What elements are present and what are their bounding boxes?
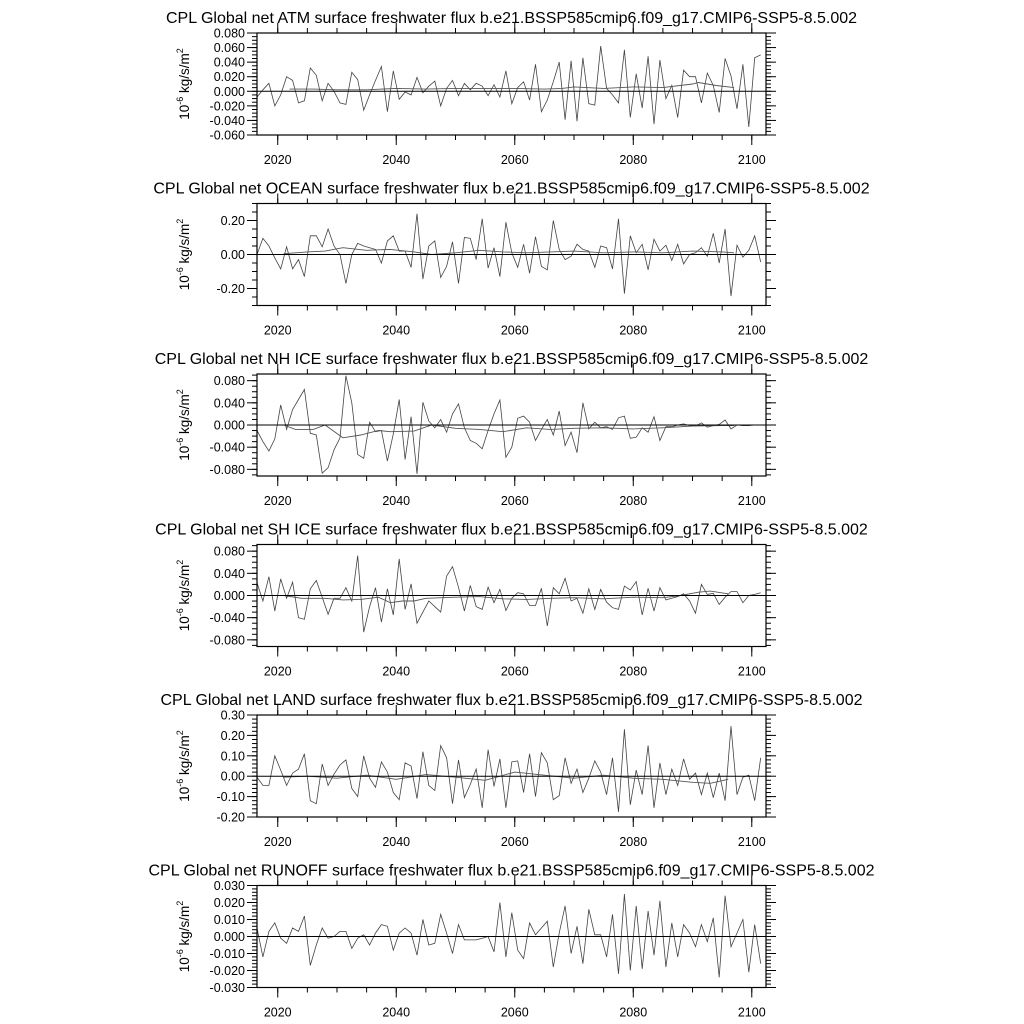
x-tick-label: 2100 <box>737 153 766 167</box>
panel-title: CPL Global net SH ICE surface freshwater flux b.e21.BSSP585cmip6.f09_g17.CMIP6-SSP5-8.5.002 <box>155 521 868 539</box>
x-tick-label: 2020 <box>263 323 292 338</box>
y-tick-label: 0.010 <box>213 913 245 927</box>
x-tick-label: 2060 <box>500 323 529 338</box>
y-label-base: 10 <box>177 104 192 120</box>
x-tick-label: 2060 <box>500 835 529 849</box>
y-axis-label <box>175 48 192 120</box>
y-tick-label: 0.040 <box>213 396 245 411</box>
y-label-base: 10 <box>177 957 192 973</box>
x-tick-label: 2020 <box>263 1005 292 1020</box>
x-tick-label: 2040 <box>382 323 411 338</box>
y-label-base: 10 <box>177 616 192 632</box>
series-line-annual <box>257 726 761 812</box>
x-tick-label: 2040 <box>382 1005 411 1020</box>
panel-title: CPL Global net NH ICE surface freshwater flux b.e21.BSSP585cmip6.f09_g17.CMIP6-SSP5-8.5.002 <box>154 351 869 368</box>
y-axis-label <box>175 730 192 802</box>
y-tick-label: -0.080 <box>209 462 245 477</box>
y-tick-label: 0.000 <box>213 930 245 944</box>
panel-6 <box>149 863 875 1020</box>
y-tick-label: -0.080 <box>209 633 245 648</box>
y-label-unit: kg/s/m <box>177 394 192 438</box>
y-tick-label: -0.20 <box>216 282 245 296</box>
y-tick-label: 0.000 <box>213 84 245 99</box>
x-tick-label: 2100 <box>737 494 766 508</box>
x-tick-label: 2080 <box>619 494 648 508</box>
panel-5 <box>160 692 862 849</box>
series-line-smoothed <box>284 248 734 255</box>
y-tick-label: 0.080 <box>213 374 245 389</box>
y-label-unit: kg/s/m <box>177 735 192 779</box>
x-tick-label: 2040 <box>382 153 411 167</box>
y-label-base: 10 <box>177 275 192 291</box>
y-tick-label: 0.000 <box>213 589 245 603</box>
y-tick-label: 0.020 <box>213 896 245 910</box>
y-label-base: 10 <box>177 786 192 802</box>
y-label-exponent: -6 <box>175 608 185 617</box>
x-tick-label: 2040 <box>382 664 411 679</box>
y-tick-label: -0.020 <box>209 964 245 978</box>
y-tick-label: 0.00 <box>220 769 245 784</box>
panel-1 <box>166 10 857 167</box>
x-tick-label: 2060 <box>500 664 529 679</box>
y-label-unit-exponent: 2 <box>175 218 185 224</box>
y-label-exponent: -6 <box>175 267 185 276</box>
x-tick-label: 2100 <box>737 664 766 679</box>
series-line-annual <box>257 556 761 633</box>
series-line-annual <box>257 46 761 127</box>
y-tick-label: 0.020 <box>213 70 245 85</box>
y-label-unit-exponent: 2 <box>175 559 185 565</box>
y-label-unit: kg/s/m <box>177 223 192 268</box>
y-tick-label: 0.080 <box>213 26 245 41</box>
x-tick-label: 2100 <box>737 835 766 849</box>
y-tick-label: 0.20 <box>220 728 245 743</box>
y-axis-label <box>175 901 192 973</box>
y-label-exponent: -6 <box>175 96 185 105</box>
x-tick-label: 2080 <box>619 323 648 338</box>
series-line-annual <box>257 894 761 977</box>
y-tick-label: -0.030 <box>209 981 245 995</box>
x-tick-label: 2060 <box>500 153 529 167</box>
y-label-unit: kg/s/m <box>177 53 192 97</box>
y-tick-label: 0.00 <box>220 248 245 262</box>
y-axis-label <box>175 219 192 291</box>
y-label-base: 10 <box>177 445 192 461</box>
y-label-exponent: -6 <box>175 437 185 446</box>
y-label-unit-exponent: 2 <box>175 730 185 736</box>
x-tick-label: 2060 <box>500 494 529 508</box>
y-tick-label: 0.000 <box>213 418 245 433</box>
y-label-unit-exponent: 2 <box>175 48 185 54</box>
y-axis-label <box>175 389 192 461</box>
y-tick-label: 0.060 <box>213 41 245 56</box>
x-tick-label: 2020 <box>263 494 292 508</box>
y-tick-label: 0.040 <box>213 55 245 70</box>
panel-title: CPL Global net OCEAN surface freshwater flux b.e21.BSSP585cmip6.f09_g17.CMIP6-SSP5-8.5.002 <box>153 180 870 198</box>
x-tick-label: 2060 <box>500 1005 529 1020</box>
x-tick-label: 2080 <box>619 1005 648 1020</box>
y-tick-label: 0.10 <box>220 749 245 764</box>
panel-title: CPL Global net ATM surface freshwater flux b.e21.BSSP585cmip6.f09_g17.CMIP6-SSP5-8.5.002 <box>165 10 858 27</box>
x-tick-label: 2040 <box>382 494 411 508</box>
x-tick-label: 2080 <box>619 835 648 849</box>
x-tick-label: 2100 <box>737 1005 766 1020</box>
x-tick-label: 2080 <box>619 664 648 679</box>
y-tick-label: -0.040 <box>209 113 245 128</box>
y-tick-label: 0.030 <box>213 879 245 893</box>
y-tick-label: -0.10 <box>216 790 245 805</box>
y-tick-label: -0.040 <box>209 440 245 455</box>
y-tick-label: 0.040 <box>213 566 245 581</box>
y-tick-label: -0.20 <box>216 810 245 825</box>
y-tick-label: 0.080 <box>213 544 245 559</box>
y-tick-label: -0.020 <box>209 99 245 114</box>
x-tick-label: 2040 <box>382 835 411 849</box>
x-tick-label: 2100 <box>737 323 766 338</box>
x-tick-label: 2020 <box>263 664 292 679</box>
y-axis-label <box>175 560 192 632</box>
y-tick-label: 0.20 <box>220 214 245 228</box>
y-label-unit: kg/s/m <box>177 905 192 950</box>
y-label-unit-exponent: 2 <box>175 900 185 906</box>
panel-4 <box>155 522 868 679</box>
panel-3 <box>155 351 869 508</box>
series-line-smoothed <box>290 83 734 90</box>
y-tick-label: -0.040 <box>209 611 245 626</box>
panel-title: CPL Global net RUNOFF surface freshwater flux b.e21.BSSP585cmip6.f09_g17.CMIP6-SSP5-8.5.002 <box>148 862 875 880</box>
y-tick-label: 0.30 <box>220 708 245 723</box>
panel-title: CPL Global net LAND surface freshwater flux b.e21.BSSP585cmip6.f09_g17.CMIP6-SSP5-8.5.002 <box>160 692 863 709</box>
panel-2 <box>153 181 869 338</box>
y-label-unit: kg/s/m <box>177 564 192 609</box>
y-label-exponent: -6 <box>175 949 185 958</box>
y-tick-label: -0.060 <box>209 128 245 143</box>
y-tick-label: -0.010 <box>209 947 245 961</box>
x-tick-label: 2020 <box>263 153 292 167</box>
x-tick-label: 2020 <box>263 835 292 849</box>
x-tick-label: 2080 <box>619 153 648 167</box>
y-label-unit-exponent: 2 <box>175 389 185 395</box>
y-label-exponent: -6 <box>175 778 185 787</box>
